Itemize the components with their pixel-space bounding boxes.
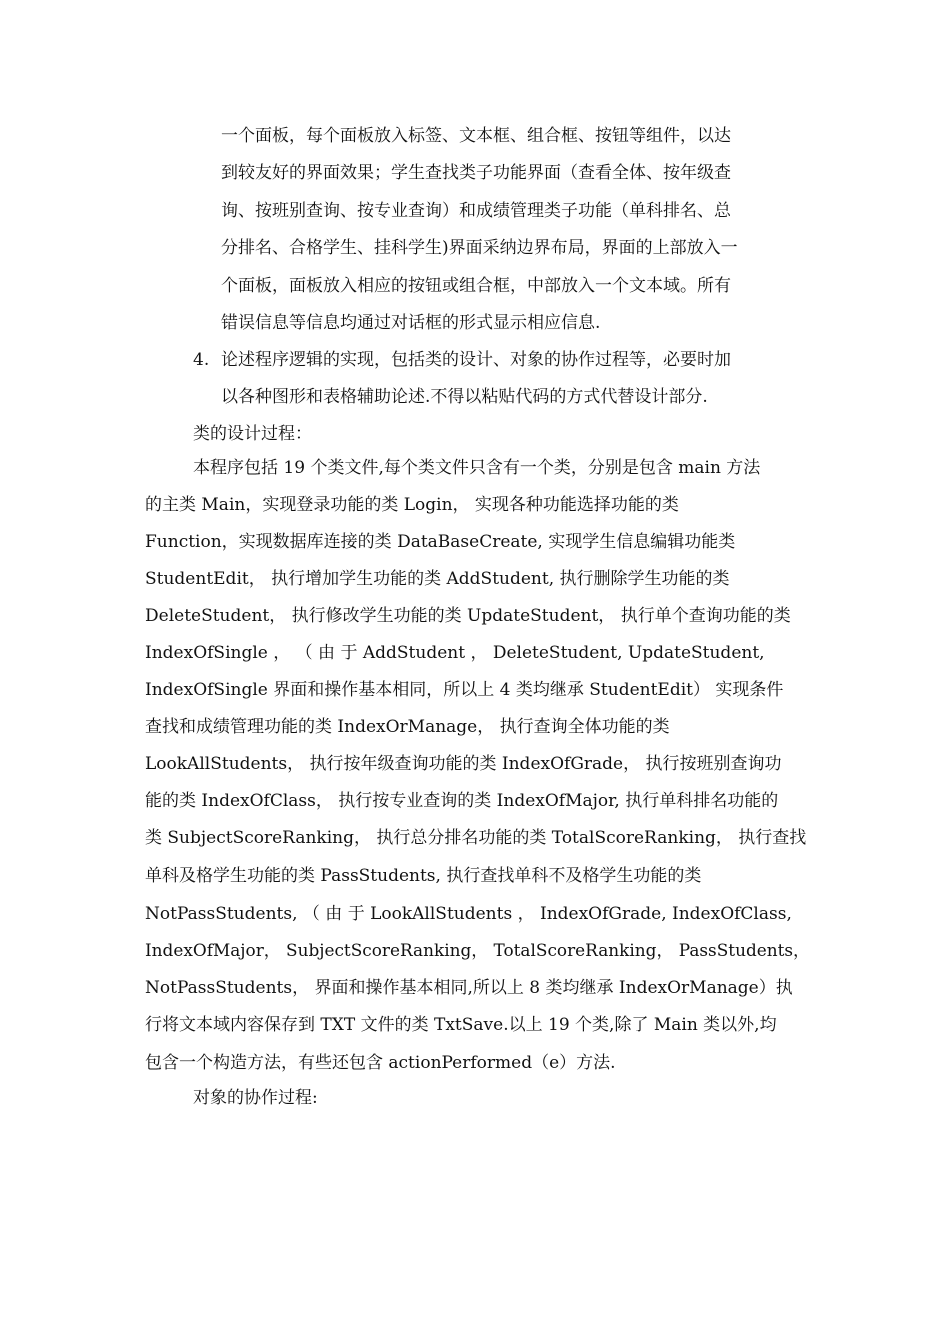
paragraph-line-17: 包含一个构造方法，有些还包含 actionPerformed（e）方法. [145,1053,616,1073]
paragraph-line-10: 能的类 IndexOfClass， 执行按专业查询的类 IndexOfMajor, 执行单科排名功能的 [145,791,779,811]
item3-line-4: 分排名、合格学生、挂科学生)界面采纳边界布局，界面的上部放入一 [221,238,738,258]
item3-line-5: 个面板，面板放入相应的按钮或组合框，中部放入一个文本域。所有 [221,276,731,296]
paragraph-line-5: DeleteStudent， 执行修改学生功能的类 UpdateStudent， 执行单个查询功能的类 [145,606,791,626]
item3-line-6: 错误信息等信息均通过对话框的形式显示相应信息. [221,313,601,333]
paragraph-line-6: IndexOfSingle ， （ 由 于 AddStudent ， DeleteStudent, UpdateStudent, [145,643,765,663]
paragraph-line-15: NotPassStudents， 界面和操作基本相同,所以上 8 类均继承 IndexOrManage）执 [145,978,793,998]
paragraph-line-7: IndexOfSingle 界面和操作基本相同，所以上 4 类均继承 StudentEdit） 实现条件 [145,680,784,700]
item4-number: 4. [193,350,210,370]
item4-line-2: 以各种图形和表格辅助论述.不得以粘贴代码的方式代替设计部分. [221,387,708,407]
paragraph-line-9: LookAllStudents， 执行按年级查询功能的类 IndexOfGrade， 执行按班别查询功 [145,754,782,774]
paragraph-line-4: StudentEdit， 执行增加学生功能的类 AddStudent, 执行删除学生功能的类 [145,569,730,589]
paragraph-line-2: 的主类 Main，实现登录功能的类 Login， 实现各种功能选择功能的类 [145,495,679,515]
class-design-heading: 类的设计过程： [193,424,312,444]
item3-line-2: 到较友好的界面效果；学生查找类子功能界面（查看全体、按年级查 [221,163,731,183]
paragraph-line-1: 本程序包括 19 个类文件,每个类文件只含有一个类，分别是包含 main 方法 [193,458,761,478]
paragraph-line-12: 单科及格学生功能的类 PassStudents, 执行查找单科不及格学生功能的类 [145,866,702,886]
paragraph-line-3: Function，实现数据库连接的类 DataBaseCreate, 实现学生信息编辑功能类 [145,532,736,552]
item4-line-1: 论述程序逻辑的实现，包括类的设计、对象的协作过程等，必要时加 [221,350,731,370]
paragraph-line-8: 查找和成绩管理功能的类 IndexOrManage， 执行查询全体功能的类 [145,717,670,737]
paragraph-line-11: 类 SubjectScoreRanking， 执行总分排名功能的类 TotalScoreRanking， 执行查找 [145,828,807,848]
collaboration-heading: 对象的协作过程: [193,1088,318,1108]
paragraph-line-14: IndexOfMajor， SubjectScoreRanking， TotalScoreRanking， PassStudents， [145,941,810,961]
paragraph-line-16: 行将文本域内容保存到 TXT 文件的类 TxtSave.以上 19 个类,除了 Main 类以外,均 [145,1015,777,1035]
item3-line-3: 询、按班别查询、按专业查询）和成绩管理类子功能（单科排名、总 [221,201,731,221]
item3-line-1: 一个面板，每个面板放入标签、文本框、组合框、按钮等组件，以达 [221,126,731,146]
paragraph-line-13: NotPassStudents, （ 由 于 LookAllStudents ， IndexOfGrade, IndexOfClass, [145,904,792,924]
